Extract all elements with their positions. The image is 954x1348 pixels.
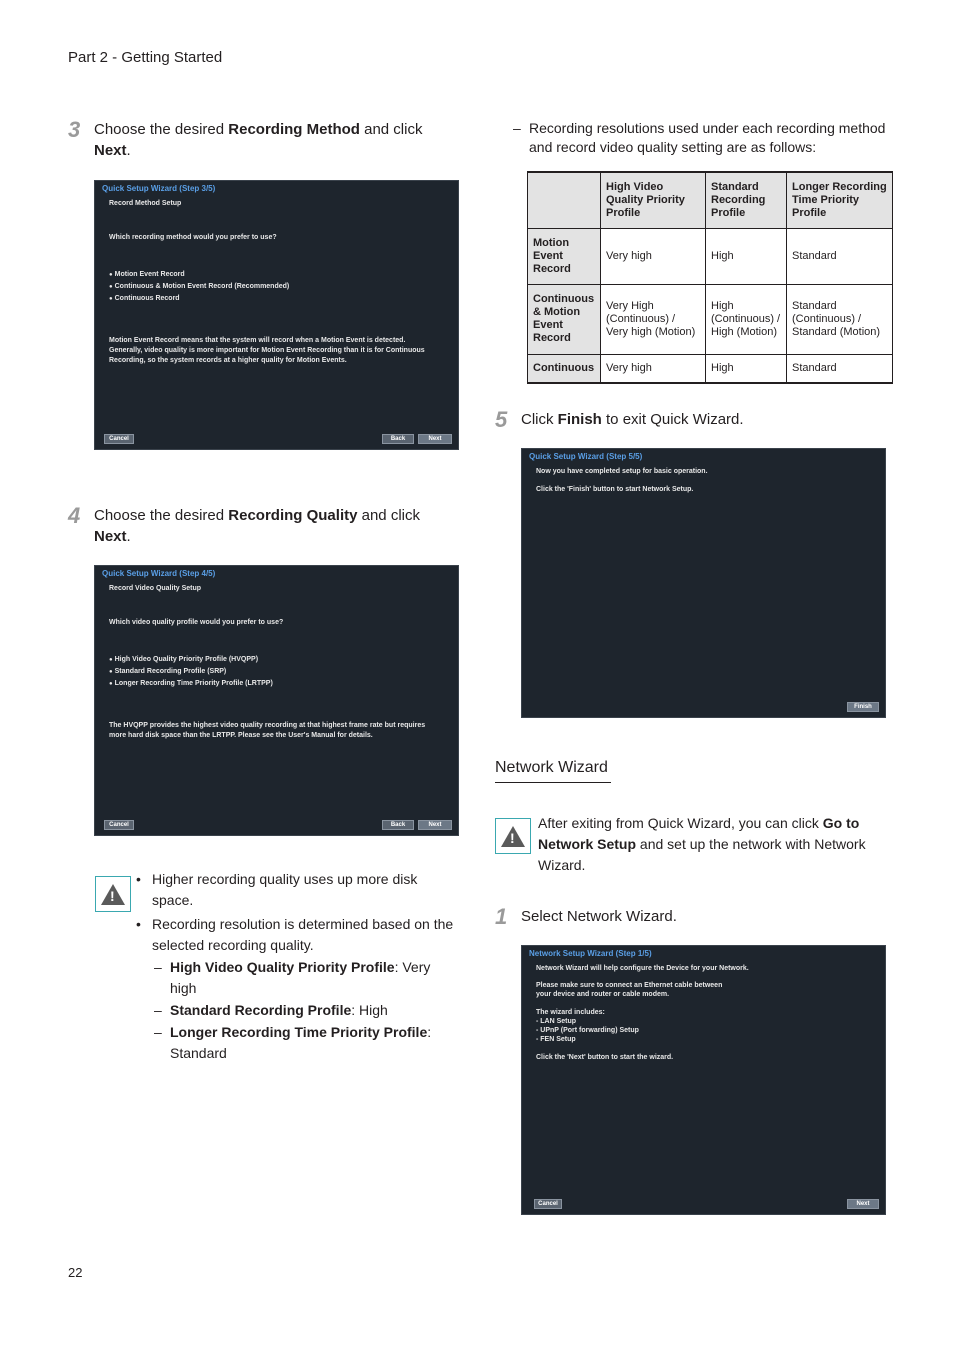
wizard-line: Network Wizard will help configure the Device for your Network.: [536, 965, 749, 972]
table-cell: Very High (Continuous) / Very high (Motion): [601, 284, 706, 354]
step-text: Click Finish to exit Quick Wizard.: [521, 411, 744, 428]
table-cell: Standard (Continuous) / Standard (Motion): [787, 284, 893, 354]
table-cell: High: [706, 354, 787, 383]
radio-option[interactable]: ● Longer Recording Time Priority Profile (LRTPP): [109, 680, 273, 687]
note-subitem: – Standard Recording Profile: High: [154, 1002, 388, 1018]
table-header-cell: High Video Quality Priority Profile: [601, 172, 706, 228]
table-cell: Very high: [601, 354, 706, 383]
wizard-subtitle: Record Method Setup: [109, 200, 182, 207]
table-header-cell: Standard Recording Profile: [706, 172, 787, 228]
back-button[interactable]: Back: [382, 434, 414, 444]
cancel-button[interactable]: Cancel: [104, 434, 134, 444]
wizard-title: Quick Setup Wizard (Step 4/5): [102, 569, 216, 578]
radio-option[interactable]: ● High Video Quality Priority Profile (HVQPP): [109, 656, 258, 663]
step-number: 1: [495, 904, 508, 929]
section-title: Network Wizard: [495, 759, 611, 783]
step-text: Choose the desired Recording Method and click Next.: [94, 121, 423, 159]
screenshot-record-method: [94, 180, 459, 450]
table-intro: – Recording resolutions used under each recording method and record video quality setting are as follows:: [513, 120, 886, 155]
step-number: 4: [68, 503, 81, 528]
note-subitem: – High Video Quality Priority Profile: Very high: [154, 959, 431, 996]
resolution-table: [527, 171, 893, 384]
radio-option[interactable]: ● Standard Recording Profile (SRP): [109, 668, 226, 675]
wizard-title: Quick Setup Wizard (Step 3/5): [102, 184, 216, 193]
page-header: Part 2 - Getting Started: [68, 49, 223, 66]
table-row-header: Continuous: [528, 354, 601, 383]
table-header-cell: Longer Recording Time Priority Profile: [787, 172, 893, 228]
step-number: 5: [495, 407, 508, 432]
table-cell: Very high: [601, 228, 706, 284]
cancel-button[interactable]: Cancel: [534, 1199, 562, 1209]
notes-list: [136, 869, 456, 1064]
note-item: • Recording resolution is determined based on the selected recording quality.: [136, 916, 454, 953]
table-row: [528, 228, 893, 284]
wizard-title: Network Setup Wizard (Step 1/5): [529, 949, 652, 958]
warning-icon: [495, 818, 531, 854]
wizard-subtitle: Record Video Quality Setup: [109, 585, 202, 592]
warning-icon: [95, 876, 131, 912]
wizard-list-item: - LAN Setup: [536, 1018, 577, 1025]
next-button[interactable]: Next: [847, 1199, 879, 1209]
radio-option[interactable]: ● Motion Event Record: [109, 271, 185, 278]
note-subitem: – Longer Recording Time Priority Profile: Standard: [154, 1024, 432, 1061]
table-cell: Standard: [787, 228, 893, 284]
note-item: • Higher recording quality uses up more disk space.: [136, 871, 418, 908]
wizard-description: The HVQPP provides the highest video quality recording at that highest frame rate but requires more hard disk space than the LRTPP. Please see the User's Manual for details.: [109, 722, 426, 739]
step-4: [68, 505, 448, 547]
step-3: [68, 119, 448, 161]
table-cell: High (Continuous) / High (Motion): [706, 284, 787, 354]
step-5: [495, 409, 885, 430]
page-number: 22: [68, 1265, 83, 1280]
wizard-list-item: - FEN Setup: [536, 1036, 576, 1043]
wizard-title: Quick Setup Wizard (Step 5/5): [529, 452, 643, 461]
table-header-row: [528, 172, 893, 228]
wizard-line: your device and router or cable modem.: [536, 991, 670, 998]
next-button[interactable]: Next: [418, 820, 452, 830]
wizard-list-item: - UPnP (Port forwarding) Setup: [536, 1027, 639, 1034]
wizard-line: The wizard includes:: [536, 1009, 605, 1016]
table-row: [528, 354, 893, 383]
radio-option[interactable]: ● Continuous Record: [109, 295, 180, 302]
table-row: [528, 284, 893, 354]
wizard-question: Which video quality profile would you prefer to use?: [109, 619, 284, 626]
table-header-cell: [528, 172, 601, 228]
cancel-button[interactable]: Cancel: [104, 820, 134, 830]
step-1: [495, 906, 885, 927]
wizard-line: Please make sure to connect an Ethernet cable between: [536, 982, 723, 989]
step-number: 3: [68, 117, 81, 142]
wizard-question: Which recording method would you prefer to use?: [109, 234, 277, 241]
back-button[interactable]: Back: [382, 820, 414, 830]
network-note: After exiting from Quick Wizard, you can click Go to Network Setup and set up the network with Network Wizard.: [538, 815, 866, 873]
screenshot-network-wizard: [521, 945, 886, 1215]
step-text: Choose the desired Recording Quality and click Next.: [94, 507, 420, 545]
wizard-line: Click the 'Next' button to start the wizard.: [536, 1054, 674, 1061]
wizard-description: Motion Event Record means that the system will record when a Motion Event is detected. Generally, video quality is more important for Motion Event Recording than it is for Continuous Recording, so the system records at a higher quality for Motion Events.: [109, 337, 425, 364]
table-row-header: Continuous & Motion Event Record: [528, 284, 601, 354]
table-row-header: Motion Event Record: [528, 228, 601, 284]
wizard-line: Now you have completed setup for basic operation.: [536, 468, 708, 475]
radio-option[interactable]: ● Continuous & Motion Event Record (Recommended): [109, 283, 289, 290]
table-cell: High: [706, 228, 787, 284]
step-text: Select Network Wizard.: [521, 908, 677, 925]
table-cell: Standard: [787, 354, 893, 383]
finish-button[interactable]: Finish: [847, 702, 879, 712]
wizard-line: Click the 'Finish' button to start Network Setup.: [536, 486, 694, 493]
next-button[interactable]: Next: [418, 434, 452, 444]
screenshot-quick-finish: [521, 448, 886, 718]
screenshot-recording-quality: [94, 565, 459, 836]
